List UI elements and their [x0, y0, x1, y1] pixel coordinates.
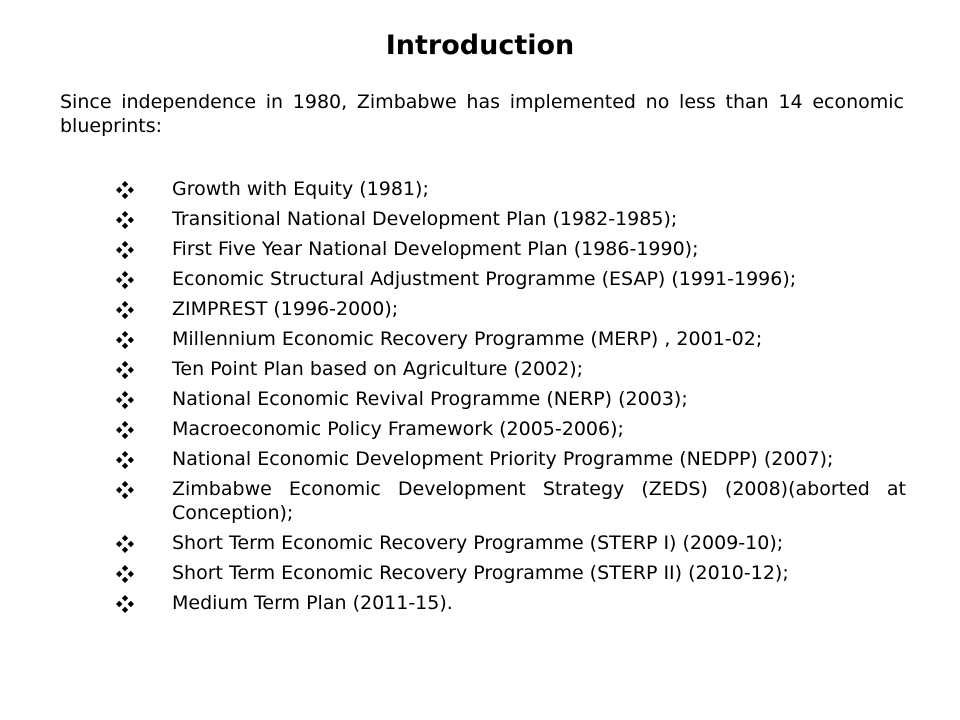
- blueprint-list: [116, 177, 906, 621]
- blueprint-text: First Five Year National Development Plan (1986-1990);: [172, 238, 699, 260]
- four-diamond-bullet-icon: [116, 535, 134, 553]
- four-diamond-bullet-icon: [116, 391, 134, 409]
- blueprint-text: Millennium Economic Recovery Programme (MERP) , 2001-02;: [172, 328, 763, 350]
- four-diamond-bullet-icon: [116, 361, 134, 379]
- blueprint-text: ZIMPREST (1996-2000);: [172, 298, 399, 320]
- blueprint-item: [116, 417, 906, 441]
- blueprint-text: Growth with Equity (1981);: [172, 178, 429, 200]
- blueprint-item: [116, 447, 906, 471]
- slide-title: Introduction: [385, 30, 575, 61]
- four-diamond-bullet-icon: [116, 481, 134, 499]
- blueprint-item: [116, 297, 906, 321]
- four-diamond-bullet-icon: [116, 451, 134, 469]
- blueprint-item: [116, 387, 906, 411]
- intro-paragraph: Since independence in 1980, Zimbabwe has implemented no less than 14 economic blueprints:: [60, 91, 904, 137]
- blueprint-text: Transitional National Development Plan (1982-1985);: [172, 208, 678, 230]
- blueprint-item: [116, 327, 906, 351]
- four-diamond-bullet-icon: [116, 241, 134, 259]
- blueprint-text: Macroeconomic Policy Framework (2005-2006);: [172, 418, 624, 440]
- blueprint-item: [116, 477, 906, 525]
- four-diamond-bullet-icon: [116, 211, 134, 229]
- four-diamond-bullet-icon: [116, 301, 134, 319]
- blueprint-item: [116, 237, 906, 261]
- blueprint-text: Medium Term Plan (2011-15).: [172, 592, 453, 614]
- four-diamond-bullet-icon: [116, 271, 134, 289]
- blueprint-text: National Economic Revival Programme (NERP) (2003);: [172, 388, 688, 410]
- blueprint-text: Zimbabwe Economic Development Strategy (ZEDS) (2008)(aborted at Conception);: [172, 478, 906, 524]
- blueprint-item: [116, 357, 906, 381]
- blueprint-text: Short Term Economic Recovery Programme (STERP II) (2010-12);: [172, 562, 789, 584]
- blueprint-item: [116, 561, 906, 585]
- four-diamond-bullet-icon: [116, 181, 134, 199]
- blueprint-item: [116, 531, 906, 555]
- blueprint-item: [116, 267, 906, 291]
- four-diamond-bullet-icon: [116, 331, 134, 349]
- four-diamond-bullet-icon: [116, 565, 134, 583]
- blueprint-item: [116, 591, 906, 615]
- blueprint-text: Short Term Economic Recovery Programme (STERP I) (2009-10);: [172, 532, 784, 554]
- blueprint-text: Economic Structural Adjustment Programme (ESAP) (1991-1996);: [172, 268, 797, 290]
- four-diamond-bullet-icon: [116, 421, 134, 439]
- four-diamond-bullet-icon: [116, 595, 134, 613]
- blueprint-item: [116, 177, 906, 201]
- blueprint-text: National Economic Development Priority Programme (NEDPP) (2007);: [172, 448, 834, 470]
- blueprint-text: Ten Point Plan based on Agriculture (2002);: [172, 358, 584, 380]
- blueprint-item: [116, 207, 906, 231]
